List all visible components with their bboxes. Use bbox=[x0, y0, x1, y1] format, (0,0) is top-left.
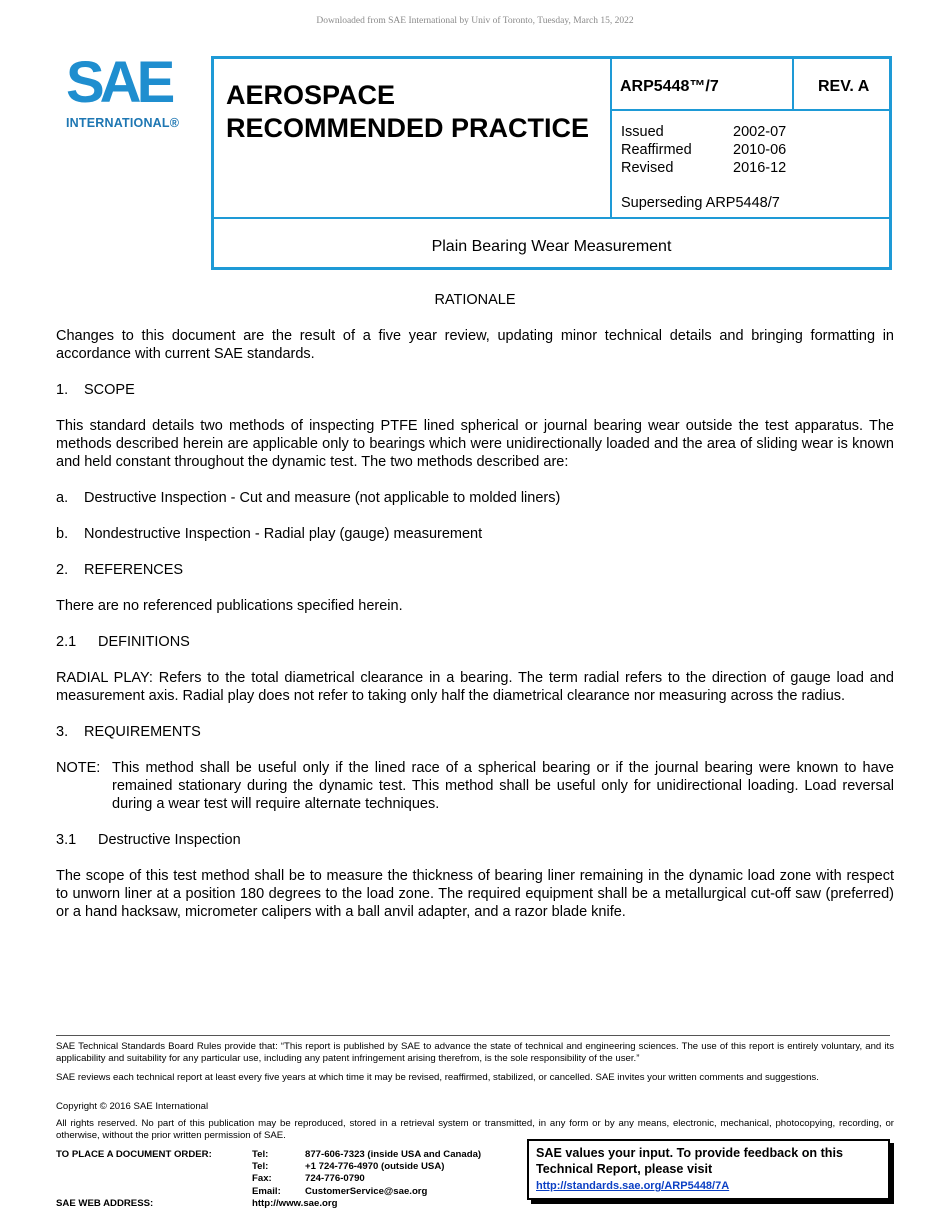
document-number: ARP5448™/7 bbox=[612, 59, 794, 111]
sae-logo bbox=[66, 50, 192, 134]
section-title: DEFINITIONS bbox=[98, 634, 190, 650]
superseding-note: Superseding ARP5448/7 bbox=[621, 195, 780, 211]
feedback-link[interactable]: http://standards.sae.org/ARP5448/7A bbox=[536, 1180, 730, 1192]
date-label: Issued bbox=[621, 124, 664, 140]
date-row-issued bbox=[621, 123, 889, 141]
document-dates bbox=[612, 111, 889, 219]
section-title: REFERENCES bbox=[84, 562, 184, 578]
download-watermark: Downloaded from SAE International by Univ of Toronto, Tuesday, March 15, 2022 bbox=[316, 16, 634, 26]
list-item bbox=[56, 525, 894, 543]
rights-text: All rights reserved. No part of this publication may be reproduced, stored in a retrieval system or transmitted, in any form or by any means, electronic, mechanical, photocopying, recording, or otherwise, without the prior written permission of SAE. bbox=[56, 1118, 894, 1141]
scope-text: This standard details two methods of inspecting PTFE lined spherical or journal bearing wear outside the test apparatus. The methods described herein are applicable only to bearings which were unidirectionally loaded and the area of sliding wear is known and held constant throughout the dynamic test. The two methods described are: bbox=[56, 418, 894, 470]
section-number: 2.1 bbox=[56, 634, 77, 650]
contact-row bbox=[56, 1161, 526, 1173]
requirements-note bbox=[56, 759, 894, 813]
destructive-text: The scope of this test method shall be to measure the thickness of bearing liner remaining in the dynamic load zone with respect to unworn liner at a position 180 degrees to the load zone. The required equipment shall be a metallurgical cut-off saw (preferred) or a hand hacksaw, micrometer calipers with a ball anvil adapter, and a razor blade knife. bbox=[56, 868, 894, 920]
contact-row bbox=[56, 1186, 526, 1198]
order-label: TO PLACE A DOCUMENT ORDER: bbox=[56, 1149, 212, 1160]
rationale-heading: RATIONALE bbox=[434, 292, 516, 308]
rules-text: SAE Technical Standards Board Rules provide that: “This report is published by SAE to advance the state of technical and engineering sciences. The use of this report is entirely voluntary, and its applicability and suitability for any particular use, including any patent infringement arising therefrom, is the sole responsibility of the user.” bbox=[56, 1041, 894, 1064]
document-subject: Plain Bearing Wear Measurement bbox=[431, 238, 672, 255]
contact-row bbox=[56, 1173, 526, 1185]
contact-row bbox=[56, 1149, 526, 1161]
rationale-text: Changes to this document are the result of a five year review, updating minor technical details and bringing formatting in accordance with current SAE standards. bbox=[56, 328, 894, 362]
section-title: SCOPE bbox=[84, 382, 135, 398]
section-title: REQUIREMENTS bbox=[84, 724, 201, 740]
review-text: SAE reviews each technical report at least every five years at which time it may be revised, reaffirmed, stabilized, or cancelled. SAE invites your written comments and suggestions. bbox=[56, 1072, 819, 1083]
contact-email[interactable]: CustomerService@sae.org bbox=[305, 1185, 428, 1197]
revision-label: REV. A bbox=[794, 59, 889, 111]
section-heading-definitions bbox=[56, 633, 894, 651]
references-text: There are no referenced publications specified herein. bbox=[56, 598, 403, 614]
contact-value: 724-776-0790 bbox=[305, 1173, 365, 1185]
order-contact-block bbox=[56, 1149, 526, 1210]
date-label: Revised bbox=[621, 160, 674, 176]
web-label: SAE WEB ADDRESS: bbox=[56, 1197, 154, 1209]
date-row-reaffirmed bbox=[621, 141, 889, 159]
section-number: 3. bbox=[56, 724, 69, 740]
title-line-2: RECOMMENDED PRACTICE bbox=[226, 113, 590, 143]
logo-subtitle: INTERNATIONAL® bbox=[66, 116, 180, 130]
section-heading-destructive bbox=[56, 831, 894, 849]
list-item bbox=[56, 489, 894, 507]
date-value: 2016-12 bbox=[733, 160, 787, 176]
section-heading-requirements bbox=[56, 723, 894, 741]
note-text: This method shall be useful only if the lined race of a spherical bearing or if the journal bearing were known to have remained stationary during the dynamic test. This method shall be useful only for unidirectional loading. Load reversal during a wear test will require alternate techniques. bbox=[112, 760, 894, 812]
document-type-title bbox=[226, 79, 589, 145]
header-title-cell bbox=[214, 59, 612, 219]
contact-label: Email: bbox=[252, 1185, 281, 1197]
definitions-text: RADIAL PLAY: Refers to the total diametrical clearance in a bearing. The term radial refers to the direction of gauge load and measurement axis. Radial play does not refer to taking only half the diametrical clearance nor measuring across the radius. bbox=[56, 670, 894, 704]
section-heading-scope bbox=[56, 381, 894, 399]
contact-value: 877-606-7323 (inside USA and Canada) bbox=[305, 1149, 482, 1160]
contact-label: Fax: bbox=[252, 1173, 272, 1185]
date-label: Reaffirmed bbox=[621, 142, 692, 158]
section-number: 1. bbox=[56, 382, 69, 398]
section-number: 2. bbox=[56, 562, 69, 578]
document-body bbox=[56, 291, 894, 939]
footer-divider bbox=[56, 1035, 890, 1036]
title-line-1: AEROSPACE bbox=[226, 80, 396, 110]
contact-label: Tel: bbox=[252, 1161, 269, 1173]
list-text: Nondestructive Inspection - Radial play (gauge) measurement bbox=[84, 526, 483, 542]
section-title: Destructive Inspection bbox=[98, 832, 241, 848]
web-address-row bbox=[56, 1198, 526, 1210]
section-heading-references bbox=[56, 561, 894, 579]
feedback-box bbox=[527, 1139, 890, 1200]
date-value: 2010-06 bbox=[733, 142, 787, 158]
document-header-box bbox=[211, 56, 892, 270]
contact-value: +1 724-776-4970 (outside USA) bbox=[305, 1161, 445, 1173]
section-number: 3.1 bbox=[56, 832, 77, 848]
list-text: Destructive Inspection - Cut and measure (not applicable to molded liners) bbox=[84, 490, 561, 506]
date-row-revised bbox=[621, 159, 889, 177]
list-marker: a. bbox=[56, 490, 69, 506]
list-marker: b. bbox=[56, 526, 69, 542]
feedback-text: SAE values your input. To provide feedback on this Technical Report, please visit bbox=[536, 1146, 843, 1176]
date-value: 2002-07 bbox=[733, 124, 787, 140]
logo-letters: SAE bbox=[66, 50, 171, 115]
web-address-link[interactable]: http://www.sae.org bbox=[252, 1197, 338, 1209]
copyright-text: Copyright © 2016 SAE International bbox=[56, 1101, 209, 1112]
contact-label: Tel: bbox=[252, 1149, 269, 1160]
note-label: NOTE: bbox=[56, 760, 101, 776]
